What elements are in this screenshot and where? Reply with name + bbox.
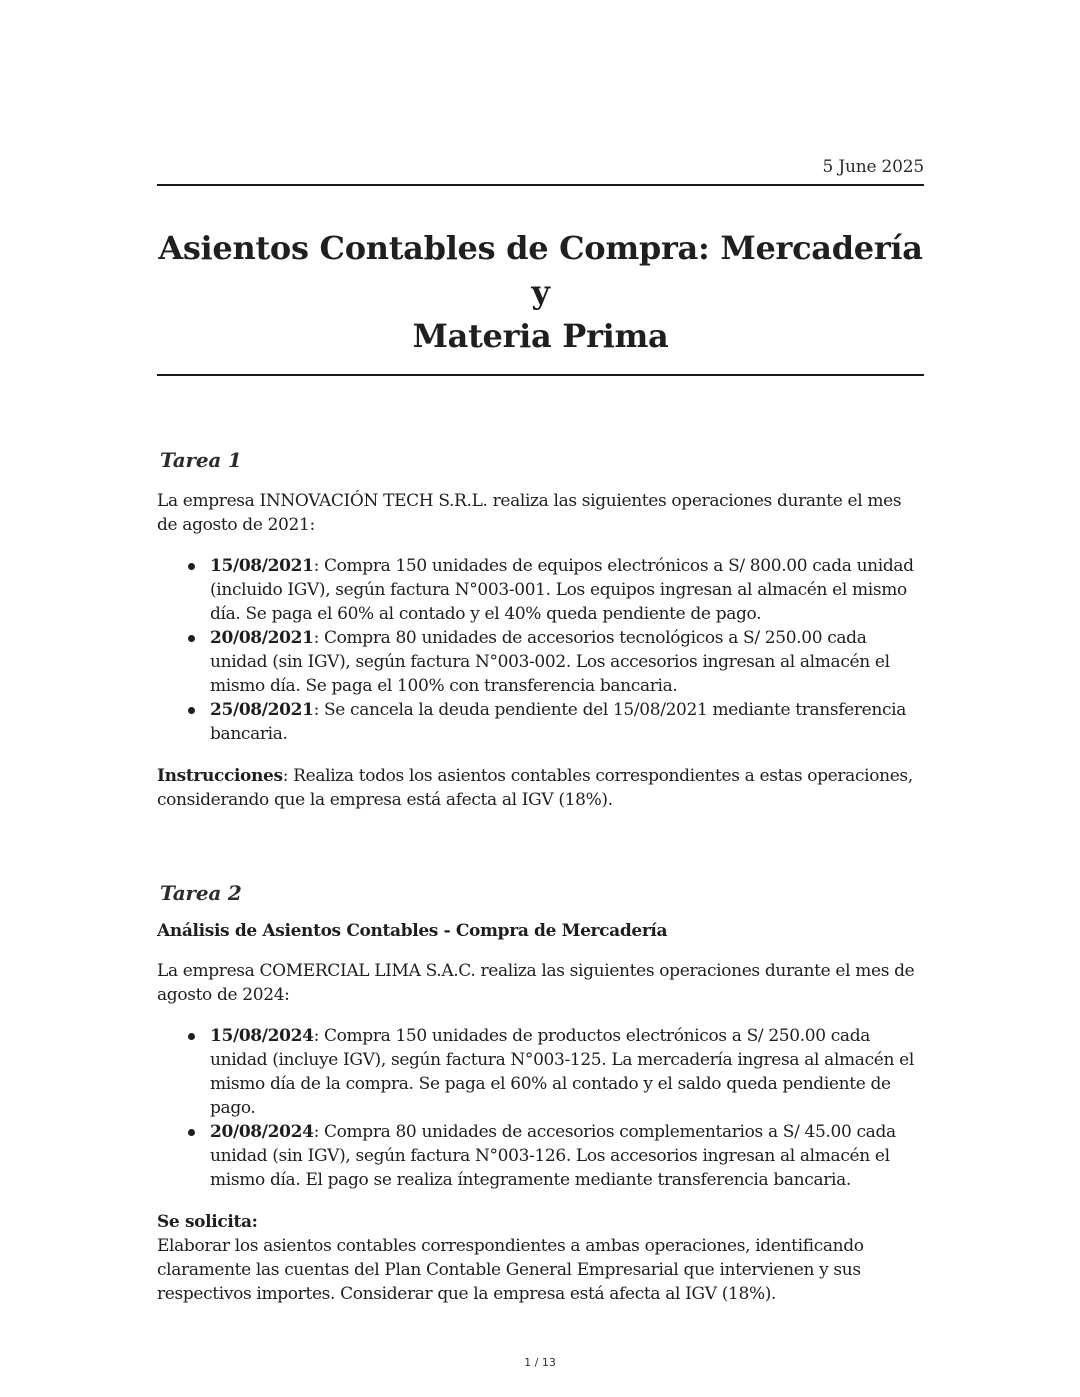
- operation-date: 15/08/2021: [210, 556, 314, 576]
- bullet-icon: [188, 1033, 195, 1040]
- operation-text: : Compra 150 unidades de equipos electrónicos a S/ 800.00 cada unidad (incluido IGV), según factura N°003-001. Los equipos ingresan al almacén el mismo día. Se paga el 60% al contado y el 40% queda pendiente de pago.: [210, 556, 914, 624]
- operation-date: 20/08/2021: [210, 628, 314, 648]
- page-title: [157, 226, 924, 358]
- request-text: Elaborar los asientos contables correspondientes a ambas operaciones, identificando claramente las cuentas del Plan Contable General Empresarial que intervienen y sus respectivos importes. Considerar que la empresa está afecta al IGV (18%).: [157, 1236, 864, 1304]
- title-divider: [157, 374, 924, 376]
- section-intro: La empresa COMERCIAL LIMA S.A.C. realiza las siguientes operaciones durante el mes de agosto de 2024:: [157, 961, 915, 1005]
- operations-list: [157, 1024, 924, 1192]
- page-indicator: 1 / 13: [524, 1356, 556, 1369]
- document-date: 5 June 2025: [822, 157, 924, 177]
- section-tarea-1: [157, 448, 924, 812]
- list-item: [157, 698, 924, 746]
- operation-date: 20/08/2024: [210, 1122, 314, 1142]
- page-title-line-1: Asientos Contables de Compra: Mercadería y: [158, 229, 923, 311]
- list-item: [157, 626, 924, 698]
- operation-date: 25/08/2021: [210, 700, 314, 720]
- instructions-text: : Realiza todos los asientos contables correspondientes a estas operaciones, considerando que la empresa está afecta al IGV (18%).: [157, 766, 913, 810]
- operations-list: [157, 554, 924, 746]
- bullet-icon: [188, 563, 195, 570]
- operation-text: : Compra 80 unidades de accesorios tecnológicos a S/ 250.00 cada unidad (sin IGV), según factura N°003-002. Los accesorios ingresan al almacén el mismo día. Se paga el 100% con transferencia bancaria.: [210, 628, 890, 696]
- section-subtitle: Análisis de Asientos Contables - Compra de Mercadería: [157, 921, 668, 941]
- request-label: Se solicita:: [157, 1212, 258, 1232]
- operation-text: : Se cancela la deuda pendiente del 15/08/2021 mediante transferencia bancaria.: [210, 700, 907, 744]
- section-intro: La empresa INNOVACIÓN TECH S.R.L. realiza las siguientes operaciones durante el mes de agosto de 2021:: [157, 491, 902, 535]
- section-tarea-2: [157, 881, 924, 1306]
- operation-text: : Compra 150 unidades de productos electrónicos a S/ 250.00 cada unidad (incluye IGV), según factura N°003-125. La mercadería ingresa al almacén el mismo día de la compra. Se paga el 60% al contado y el saldo queda pendiente de pago.: [210, 1026, 914, 1118]
- section-heading: Tarea 1: [160, 448, 242, 472]
- list-item: [157, 1024, 924, 1120]
- operation-text: : Compra 80 unidades de accesorios complementarios a S/ 45.00 cada unidad (sin IGV), según factura N°003-126. Los accesorios ingresan al almacén el mismo día. El pago se realiza íntegramente mediante transferencia bancaria.: [210, 1122, 896, 1190]
- section-heading: Tarea 2: [160, 881, 242, 905]
- list-item: [157, 554, 924, 626]
- instructions-label: Instrucciones: [157, 766, 283, 786]
- bullet-icon: [188, 707, 195, 714]
- operation-date: 15/08/2024: [210, 1026, 314, 1046]
- header-divider: [157, 184, 924, 186]
- bullet-icon: [188, 635, 195, 642]
- list-item: [157, 1120, 924, 1192]
- instructions: [157, 764, 924, 812]
- page-title-line-2: Materia Prima: [412, 317, 669, 355]
- bullet-icon: [188, 1129, 195, 1136]
